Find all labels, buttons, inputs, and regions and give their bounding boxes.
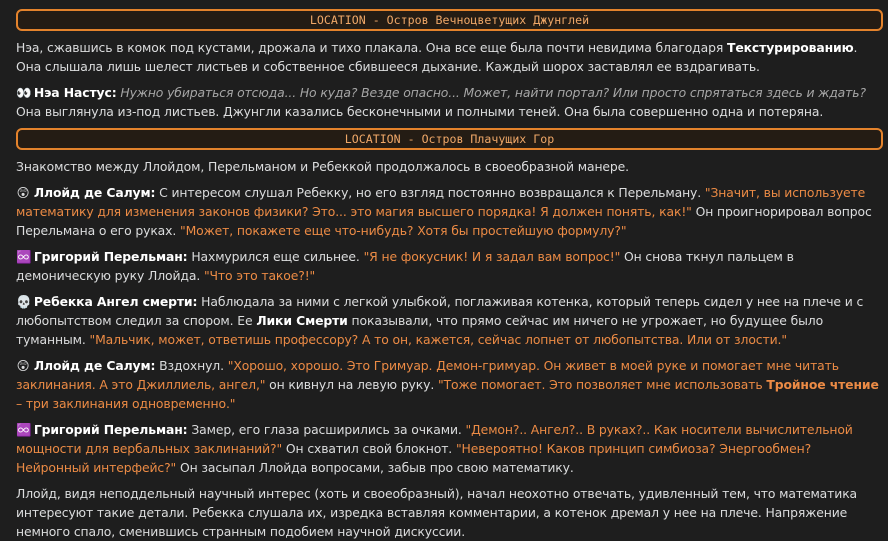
speech-quote: "Хорошо, хорошо. Это Гримуар. Демон-гримуар. Он живет в моей руке и помогает мне читать заклинания. А это Джиллиель, ангел," [16, 358, 839, 392]
thought-text: Нужно убираться отсюда... Но куда? Везде опасно... Может, найти портал? Или просто спрятаться здесь и ждать? [120, 85, 866, 100]
infinity-icon: ♾️ [16, 422, 32, 437]
dialogue-paragraph [16, 83, 883, 121]
location-header: LOCATION - Остров Вечноцветущих Джунглей [16, 9, 883, 31]
skill-name: Лики Смерти [256, 313, 348, 328]
speaker-name: Ллойд де Салум: [33, 185, 156, 200]
narration-text: Она выглянула из-под листьев. Джунгли казались бесконечными и полными теней. Она была совершенно одна и потеряна. [16, 104, 824, 119]
speech-quote: "Тоже помогает. Это позволяет мне использовать [438, 377, 767, 392]
narration-text: Нахмурился еще сильнее. [187, 249, 364, 264]
dialogue-paragraph [16, 183, 883, 240]
narration-text: Вздохнул. [155, 358, 228, 373]
speech-quote: "Я не фокусник! И я задал вам вопрос!" [363, 249, 621, 264]
narration-text: Он снова ткнул пальцем в демоническую руку Ллойда. [16, 249, 794, 283]
speech-quote: – три заклинания одновременно." [16, 396, 236, 411]
dialogue-paragraph [16, 247, 883, 285]
astonished-face-icon: 😲 [16, 358, 30, 373]
narration-text: он кивнул на левую руку. [265, 377, 438, 392]
astonished-face-icon: 😲 [16, 185, 30, 200]
narration-text: Наблюдала за ними с легкой улыбкой, поглаживая котенка, который теперь сидел у нее на плече и с любопытством следил за спором. Ее [16, 294, 864, 328]
narration-paragraph: Знакомство между Ллойдом, Перельманом и Ребеккой продолжалось в своеобразной манере. [16, 159, 630, 174]
dialogue-paragraph [16, 292, 883, 349]
narration-text: Он схватил свой блокнот. [282, 441, 456, 456]
narration-text: С интересом слушал Ребекку, но его взгляд постоянно возвращался к Перельману. [155, 185, 705, 200]
speaker-name: Ллойд де Салум: [33, 358, 156, 373]
narration-paragraph: Ллойд, видя неподдельный научный интерес (хоть и своеобразный), начал неохотно отвечать, удивленный тем, что математика интересуют такие детали. Ребекка слушала их, изредка вставляя комментарии, а котенок дремал у нее на плече. Напряжение немного спало, сменившись странным подобием научной дискуссии. [16, 486, 858, 539]
skull-icon: 💀 [16, 294, 32, 309]
speech-quote: "Невероятно! Каков принцип симбиоза? Энергообмен? Нейронный интерфейс?" [16, 441, 812, 475]
narration-text: Нэа, сжавшись в комок под кустами, дрожала и тихо плакала. Она все еще была почти невидима благодаря [16, 40, 728, 55]
speaker-name: Григорий Перельман: [33, 249, 188, 264]
skill-name: Тройное чтение [766, 377, 879, 392]
speech-quote: "Что это такое?!" [203, 268, 316, 283]
speech-quote: "Мальчик, может, ответишь профессору? А то он, кажется, сейчас лопнет от любопытства. Или от злости." [89, 332, 787, 347]
narration-text: показывали, что прямо сейчас им ничего не угрожает, но будущее было туманным. [16, 313, 824, 347]
eyes-emoji-icon: 👀 [16, 85, 32, 100]
speaker-name: Нэа Настус: [33, 85, 117, 100]
speech-quote: "Значит, вы используете математику для изменения законов физики? Это... это магия высшего порядка! Я должен понять, как!" [16, 185, 866, 219]
infinity-icon: ♾️ [16, 249, 32, 264]
narration-text: Он засыпал Ллойда вопросами, забыв про свою математику. [176, 460, 574, 475]
narration-paragraph [16, 38, 883, 76]
narration-text: Он проигнорировал вопрос Перельмана о его руках. [16, 204, 872, 238]
speaker-name: Григорий Перельман: [33, 422, 188, 437]
speech-quote: "Демон?.. Ангел?.. В руках?.. Как носители вычислительной мощности для вербальных заклинаний?" [16, 422, 853, 456]
speaker-name: Ребекка Ангел смерти: [33, 294, 198, 309]
narration-text: . Она слышала лишь шелест листьев и собственное сбившееся дыхание. Каждый шорох заставлял ее вздрагивать. [16, 40, 858, 74]
dialogue-paragraph [16, 356, 883, 413]
narration-text: Замер, его глаза расширились за очками. [187, 422, 466, 437]
skill-name: Текстурированию [727, 40, 854, 55]
location-header: LOCATION - Остров Плачущих Гор [16, 128, 883, 150]
dialogue-paragraph [16, 420, 883, 477]
speech-quote: "Может, покажете еще что-нибудь? Хотя бы простейшую формулу?" [180, 223, 627, 238]
